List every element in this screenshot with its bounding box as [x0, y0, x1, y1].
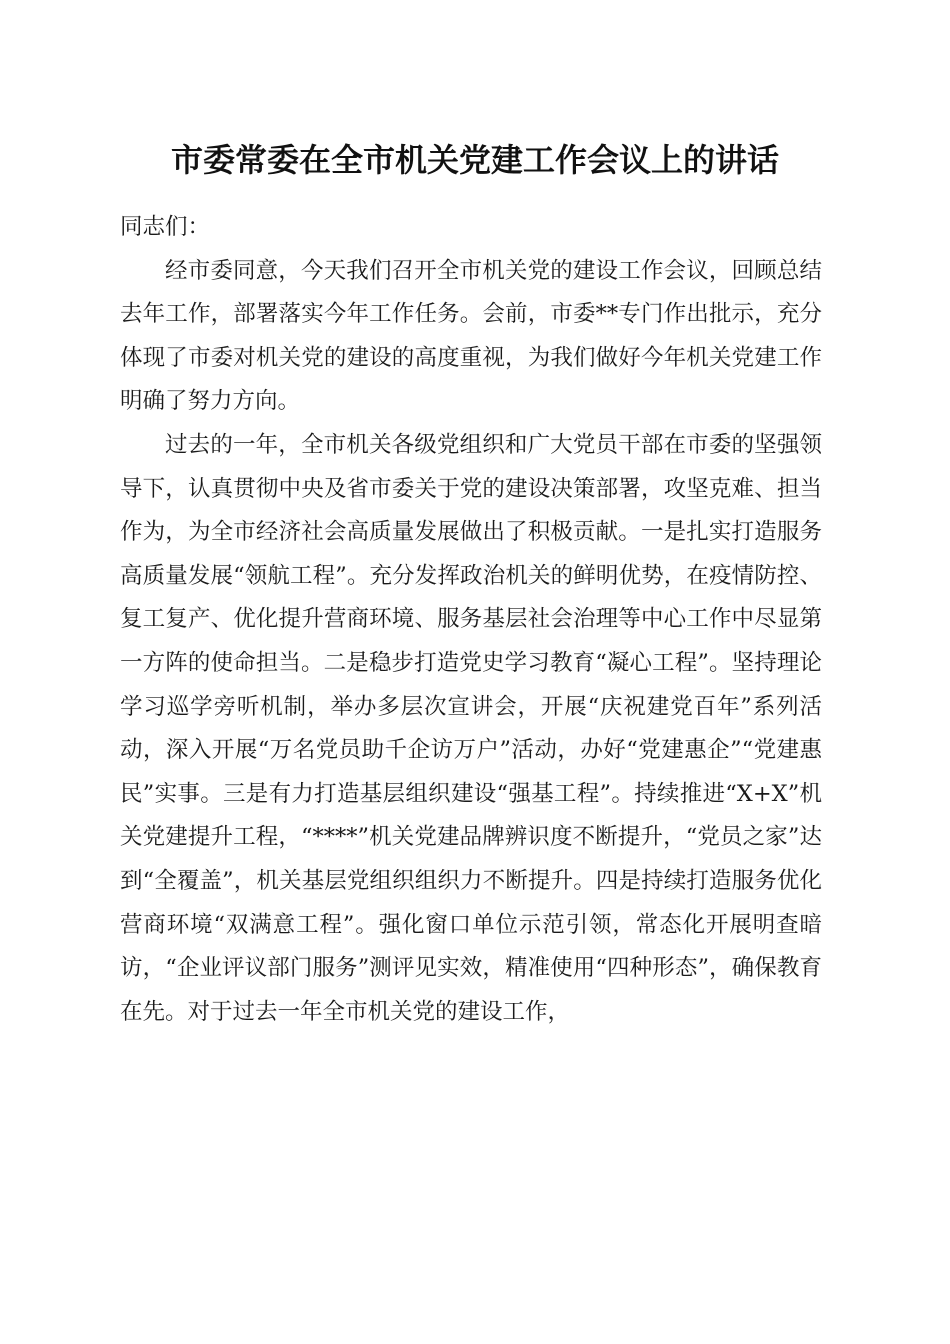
document-body: [120, 206, 822, 1034]
paragraph-1: 经市委同意，今天我们召开全市机关党的建设工作会议，回顾总结去年工作，部署落实今年工作任务。会前，市委**专门作出批示，充分体现了市委对机关党的建设的高度重视，为我们做好今年机关党建工作明确了努力方向。: [120, 257, 822, 415]
salutation: 同志们：: [120, 214, 211, 240]
document-title: 市委常委在全市机关党建工作会议上的讲话: [170, 141, 779, 179]
paragraph-2: 过去的一年，全市机关各级党组织和广大党员干部在市委的坚强领导下，认真贯彻中央及省市委关于党的建设决策部署，攻坚克难、担当作为，为全市经济社会高质量发展做出了积极贡献。一是扎实打造服务高质量发展“领航工程”。充分发挥政治机关的鲜明优势，在疫情防控、复工复产、优化提升营商环境、服务基层社会治理等中心工作中尽显第一方阵的使命担当。二是稳步打造党史学习教育“凝心工程”。坚持理论学习巡学旁听机制，举办多层次宣讲会，开展“庆祝建党百年”系列活动，深入开展“万名党员助千企访万户”活动，办好“党建惠企”“党建惠民”实事。三是有力打造基层组织建设“强基工程”。持续推进“X+X”机关党建提升工程，“****”机关党建品牌辨识度不断提升，“党员之家”达到“全覆盖”，机关基层党组织组织力不断提升。四是持续打造服务优化营商环境“双满意工程”。强化窗口单位示范引领，常态化开展明查暗访，“企业评议部门服务”测评见实效，精准使用“四种形态”，确保教育在先。对于过去一年全市机关党的建设工作，: [120, 431, 822, 1025]
